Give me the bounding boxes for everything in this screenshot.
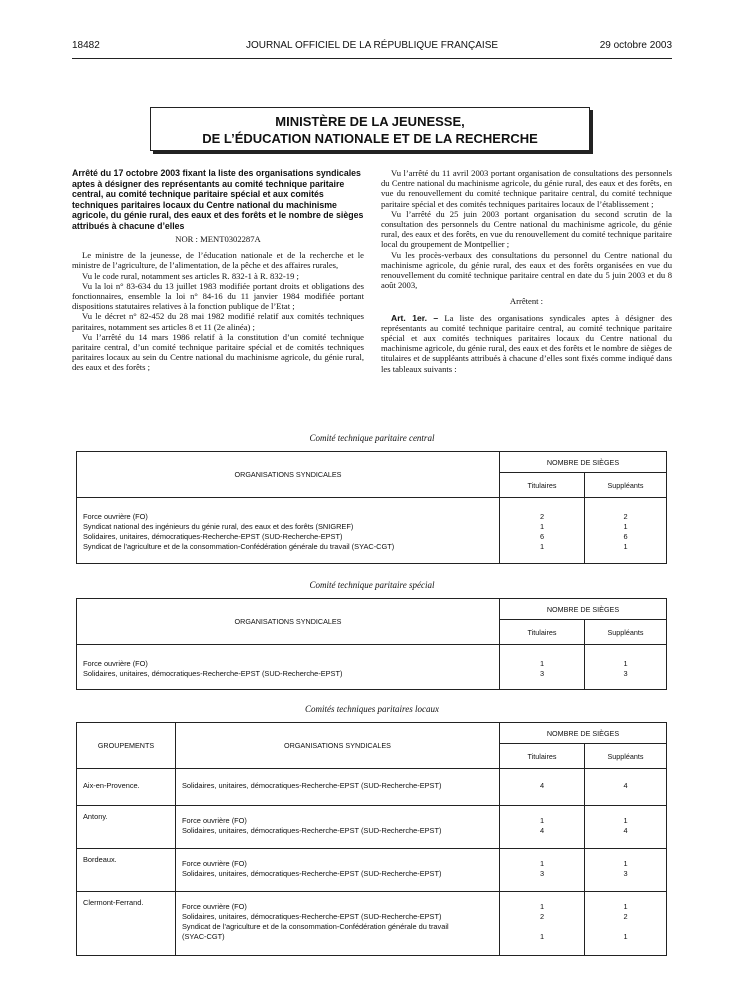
ministry-line-1: MINISTÈRE DE LA JEUNESSE,: [275, 114, 465, 129]
paragraph: Vu le code rural, notamment ses articles R. 832-1 à R. 832-19 ;: [82, 270, 299, 281]
suppleants-value: 1: [623, 816, 628, 825]
titulaires-value: 1: [539, 932, 545, 941]
arretent: Arrêtent :: [509, 296, 544, 307]
titulaires-cell: [500, 645, 585, 690]
suppleants-cell: [585, 892, 667, 956]
group-name: Clermont-Ferrand.: [77, 892, 176, 956]
titulaires-cell: [500, 498, 585, 564]
suppleants-cell: [585, 769, 667, 806]
suppleants-value: 2: [623, 512, 628, 521]
header-organisations: ORGANISATIONS SYNDICALES: [176, 723, 500, 769]
org-name: Solidaires, unitaires, démocratiques-Recherche-EPST (SUD-Recherche-EPST): [83, 669, 343, 678]
header-seats: NOMBRE DE SIÈGES: [500, 723, 667, 744]
titulaires-value: 1: [539, 859, 545, 868]
table-special: [76, 598, 667, 690]
titulaires-cell: [500, 892, 585, 956]
issue-date: 29 octobre 2003: [599, 40, 672, 51]
org-name: Solidaires, unitaires, démocratiques-Recherche-EPST (SUD-Recherche-EPST): [182, 781, 442, 790]
orgs-cell: [176, 769, 500, 806]
suppleants-value: 2: [623, 912, 628, 921]
paragraph: Vu l’arrêté du 25 juin 2003 portant organisation du second scrutin de la consultation des personnels du Centre national du machinisme agricole, du génie rural, des eaux et des forêts, en vue du renouvellement du comité technique paritaire local du groupement de Montpellier ;: [381, 208, 672, 250]
header-seats: NOMBRE DE SIÈGES: [500, 599, 667, 620]
org-name: Solidaires, unitaires, démocratiques-Recherche-EPST (SUD-Recherche-EPST): [182, 826, 442, 835]
nor-reference: NOR : MENT0302287A: [175, 234, 261, 244]
suppleants-cell: [585, 498, 667, 564]
group-row: [77, 892, 667, 956]
suppleants-value: 1: [623, 522, 628, 531]
titulaires-cell: [500, 806, 585, 849]
group-row: [77, 806, 667, 849]
titulaires-value: 4: [539, 826, 545, 835]
article-1: [381, 313, 672, 374]
titulaires-value: 4: [539, 781, 545, 790]
page-number: 18482: [72, 40, 100, 51]
titulaires-value: 3: [539, 669, 545, 678]
org-name: Force ouvrière (FO): [182, 859, 247, 868]
journal-title: JOURNAL OFFICIEL DE LA RÉPUBLIQUE FRANÇAISE: [245, 40, 499, 51]
org-name: Force ouvrière (FO): [182, 902, 247, 911]
titulaires-value: 1: [539, 816, 545, 825]
titulaires-cell: [500, 769, 585, 806]
titulaires-value: 1: [539, 522, 545, 531]
paragraph: Vu l’arrêté du 11 avril 2003 portant organisation de consultations des personnels du Centre national du machinisme agricole, du génie rural, des eaux et des forêts, en vue du renouvellement du comité technique paritaire central, du comité technique paritaire spécial et des comités techniques paritaires locaux de l’établissement ;: [381, 168, 672, 209]
org-name: Force ouvrière (FO): [182, 816, 247, 825]
suppleants-cell: [585, 645, 667, 690]
titulaires-cell: [500, 849, 585, 892]
org-name: Force ouvrière (FO): [83, 659, 148, 668]
header-suppleants: Suppléants: [585, 620, 667, 645]
org-name: Force ouvrière (FO): [83, 512, 148, 521]
table-central: [76, 451, 667, 564]
org-name: Solidaires, unitaires, démocratiques-Recherche-EPST (SUD-Recherche-EPST): [182, 869, 442, 878]
titulaires-value: 2: [539, 512, 545, 521]
group-row: [77, 769, 667, 806]
org-name: Solidaires, unitaires, démocratiques-Recherche-EPST (SUD-Recherche-EPST): [182, 912, 442, 921]
page-header: [72, 40, 672, 56]
suppleants-value: 1: [623, 932, 628, 941]
caption-special: Comité technique paritaire spécial: [309, 580, 435, 590]
caption-central: Comité technique paritaire central: [309, 433, 435, 443]
paragraph: Le ministre de la jeunesse, de l’éducation nationale et de la recherche et le ministre de l’agriculture, de l’alimentation, de la pêche et des affaires rurales,: [72, 250, 364, 271]
header-groupements: GROUPEMENTS: [77, 723, 176, 769]
right-column: [381, 168, 672, 374]
group-name: Antony.: [77, 806, 176, 849]
suppleants-value: 4: [623, 826, 628, 835]
header-suppleants: Suppléants: [585, 744, 667, 769]
orgs-cell: [176, 806, 500, 849]
suppleants-value: 3: [623, 669, 628, 678]
ministry-line-2: DE L’ÉDUCATION NATIONALE ET DE LA RECHERCHE: [202, 131, 538, 146]
orgs-cell: [176, 892, 500, 956]
header-rule: [72, 58, 672, 59]
titulaires-value: 6: [539, 532, 545, 541]
titulaires-value: 1: [539, 659, 545, 668]
table-locaux: [76, 722, 667, 956]
orgs-cell: [77, 498, 500, 564]
group-name: Aix-en-Provence.: [77, 769, 176, 806]
paragraph: Vu la loi n° 83-634 du 13 juillet 1983 modifiée portant droits et obligations des fonctionnaires, ensemble la loi n° 84-16 du 11 janvier 1984 modifiée portant dispositions statutaires relatives à la fonction publique de l’Etat ;: [72, 280, 364, 312]
paragraph: Vu l’arrêté du 14 mars 1986 relatif à la constitution d’un comité technique paritaire central, d’un comité technique paritaire spécial et de comités techniques paritaires locaux au sein du Centre national du machinisme agricole, du génie rural, des eaux et des forêts ;: [72, 331, 364, 373]
suppleants-value: 3: [623, 869, 628, 878]
org-name: Syndicat de l’agriculture et de la consommation-Confédération générale du travail (SYAC-CGT): [182, 922, 449, 941]
group-row: [77, 849, 667, 892]
suppleants-value: 1: [623, 542, 628, 551]
suppleants-value: 6: [623, 532, 628, 541]
suppleants-value: 1: [623, 859, 628, 868]
header-titulaires: Titulaires: [500, 620, 585, 645]
suppleants-value: 1: [623, 902, 628, 911]
titulaires-value: 1: [539, 542, 545, 551]
header-suppleants: Suppléants: [585, 473, 667, 498]
paragraph: Vu les procès-verbaux des consultations du personnel du Centre national du machinisme agricole, du génie rural, des eaux et des forêts organisées en vue du renouvellement du comité technique paritaire central en date du 5 juin 2003 et du 8 août 2003,: [381, 249, 672, 291]
left-column: [72, 168, 364, 373]
org-name: Solidaires, unitaires, démocratiques-Recherche-EPST (SUD-Recherche-EPST): [83, 532, 343, 541]
decree-title: Arrêté du 17 octobre 2003 fixant la liste des organisations syndicales aptes à désigner des représentants au comité technique paritaire central, au comité technique paritaire spécial et aux comités techniques paritaires locaux du Centre national du machinisme agricole, du génie rural, des eaux et des forêts et le nombre de sièges attribués à chacune d’elles: [72, 168, 364, 231]
caption-locaux: Comités techniques paritaires locaux: [305, 704, 439, 714]
suppleants-value: 1: [623, 659, 628, 668]
header-titulaires: Titulaires: [500, 473, 585, 498]
titulaires-value: 1: [539, 902, 545, 911]
org-name: Syndicat de l’agriculture et de la consommation-Confédération générale du travail (SYAC-CGT): [83, 542, 395, 551]
header-organisations: ORGANISATIONS SYNDICALES: [77, 599, 500, 645]
header-seats: NOMBRE DE SIÈGES: [500, 452, 667, 473]
suppleants-cell: [585, 806, 667, 849]
orgs-cell: [176, 849, 500, 892]
article-1-label: Art. 1er. –: [391, 312, 439, 323]
paragraph: Vu le décret n° 82-452 du 28 mai 1982 modifié relatif aux comités techniques paritaires, notamment ses articles 8 et 11 (2e alinéa) ;: [72, 311, 364, 332]
header-organisations: ORGANISATIONS SYNDICALES: [77, 452, 500, 498]
orgs-cell: [77, 645, 500, 690]
org-name: Syndicat national des ingénieurs du génie rural, des eaux et des forêts (SNIGREF): [83, 522, 354, 531]
titulaires-value: 2: [539, 912, 545, 921]
header-titulaires: Titulaires: [500, 744, 585, 769]
group-name: Bordeaux.: [77, 849, 176, 892]
article-1-text: La liste des organisations syndicales aptes à désigner des représentants au comité technique paritaire central, au comité technique paritaire spécial et aux comités techniques paritaires locaux du Centre national du machinisme agricole, du génie rural, des eaux et des forêts et le nombre de sièges de titulaires et de suppléants attribués à chacune d’elles sont fixés comme indiqué dans les tableaux suivants :: [381, 312, 673, 374]
suppleants-value: 4: [623, 781, 628, 790]
suppleants-cell: [585, 849, 667, 892]
ministry-box: [150, 107, 590, 151]
titulaires-value: 3: [539, 869, 545, 878]
